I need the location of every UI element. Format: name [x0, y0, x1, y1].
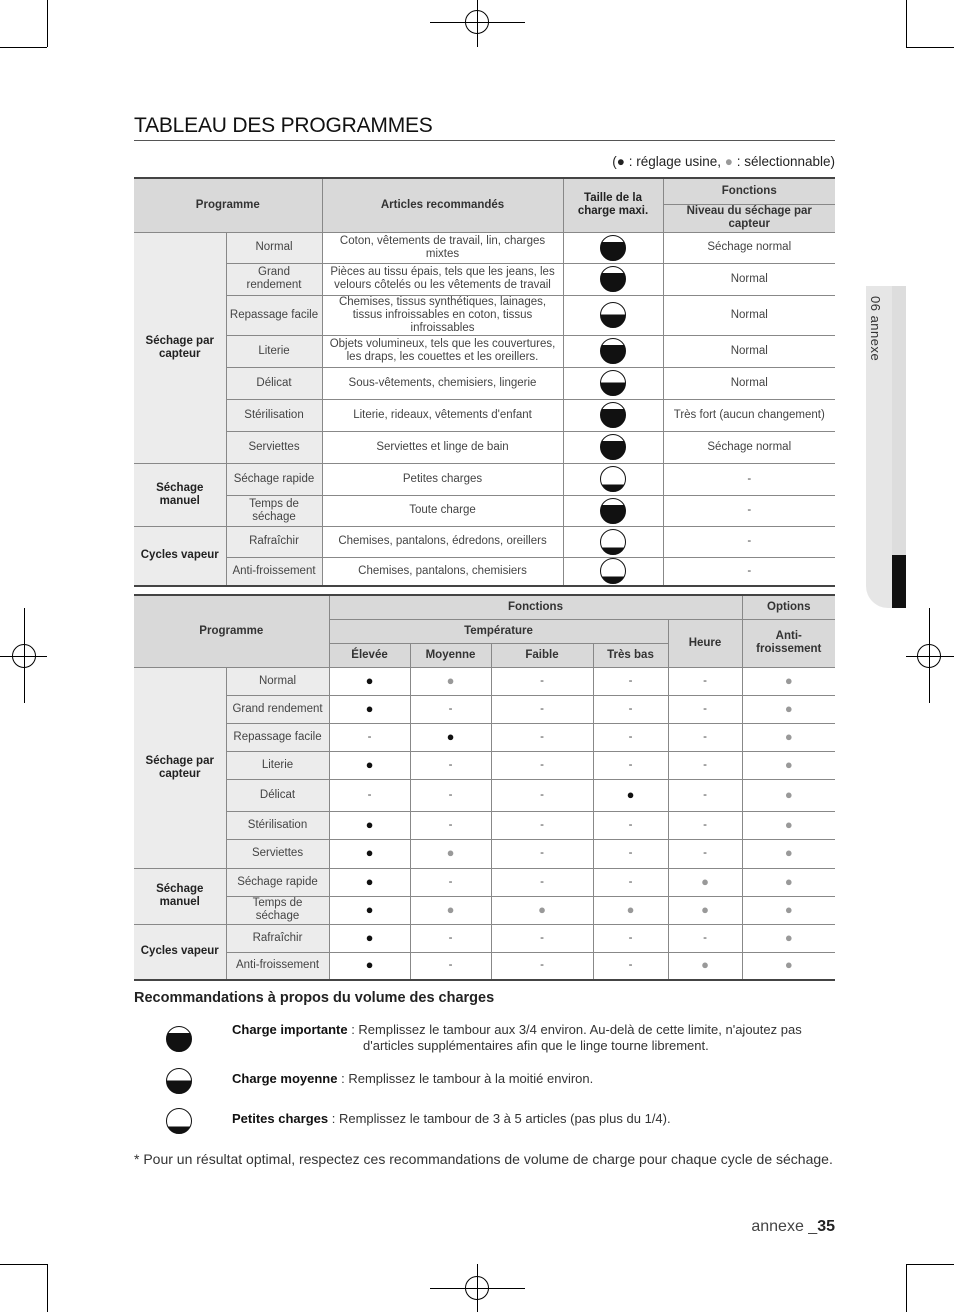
option-cell — [742, 839, 835, 868]
not-available-dash: - — [540, 847, 544, 859]
crop-mark — [47, 0, 48, 47]
level-cell: - — [663, 557, 835, 586]
not-available-dash: - — [540, 875, 544, 888]
level-cell: Normal — [663, 263, 835, 295]
not-available-dash: - — [628, 818, 633, 831]
option-cell — [593, 924, 668, 952]
category-cell: Cycles vapeur — [134, 526, 226, 586]
selectable-dot-icon: ● — [446, 845, 455, 860]
table-row — [134, 263, 835, 295]
load-small-icon — [600, 558, 626, 584]
level-cell: - — [663, 495, 835, 526]
selectable-dot-icon: ● — [784, 845, 793, 860]
program-cell: Temps de séchage — [226, 495, 322, 526]
category-cell: Cycles vapeur — [134, 924, 226, 980]
default-dot-icon: ● — [365, 672, 374, 688]
crop-mark — [906, 1264, 954, 1265]
option-cell — [593, 868, 668, 896]
not-available-dash: - — [628, 847, 633, 859]
default-dot-icon: ● — [446, 728, 455, 744]
option-cell — [329, 924, 410, 952]
recommendation-text — [232, 1111, 671, 1127]
option-cell — [593, 723, 668, 751]
crop-mark — [906, 47, 954, 48]
not-available-dash: - — [703, 730, 707, 743]
default-dot-icon: ● — [365, 700, 374, 716]
program-cell: Literie — [226, 335, 322, 367]
level-cell: Normal — [663, 295, 835, 335]
table-row — [134, 399, 835, 431]
crop-mark — [906, 1264, 907, 1312]
header-heure: Heure — [668, 619, 742, 667]
program-cell: Serviettes — [226, 431, 322, 463]
table-row — [134, 695, 835, 723]
option-cell — [742, 723, 835, 751]
level-cell: - — [663, 526, 835, 557]
load-cell — [563, 526, 663, 557]
program-cell: Normal — [226, 667, 329, 695]
option-cell — [491, 839, 593, 868]
not-available-dash: - — [367, 788, 372, 801]
category-cell: Séchage manuel — [134, 463, 226, 526]
load-cell — [563, 399, 663, 431]
option-cell — [593, 667, 668, 695]
option-cell — [742, 779, 835, 811]
option-cell — [410, 751, 491, 779]
recommendation-label: Charge importante — [232, 1022, 348, 1037]
recommendation-desc-cont: d'articles supplémentaires afin que le linge tourne librement. — [363, 1038, 709, 1053]
table-row — [134, 924, 835, 952]
not-available-dash: - — [703, 788, 707, 801]
legend — [612, 154, 835, 169]
option-cell — [410, 896, 491, 924]
page-footer — [751, 1218, 835, 1236]
header-options: Options — [742, 595, 835, 619]
selectable-dot-icon: ● — [446, 672, 455, 688]
option-cell — [742, 751, 835, 779]
option-cell — [491, 896, 593, 924]
recommendation-label: Charge moyenne — [232, 1071, 338, 1086]
table-row — [134, 896, 835, 924]
load-big-icon — [600, 266, 626, 292]
header-temperature: Température — [329, 619, 668, 643]
not-available-dash: - — [540, 730, 544, 743]
recommendation-label: Petites charges — [232, 1111, 329, 1126]
table-row — [134, 723, 835, 751]
selectable-dot-icon: ● — [784, 700, 793, 716]
option-cell — [410, 839, 491, 868]
option-cell — [491, 952, 593, 980]
default-dot-icon: ● — [365, 957, 374, 973]
option-cell — [410, 779, 491, 811]
selectable-dot-icon: ● — [626, 901, 635, 917]
level-cell: Très fort (aucun changement) — [663, 399, 835, 431]
functions-table — [134, 594, 835, 981]
option-cell — [668, 695, 742, 723]
header-programme: Programme — [134, 178, 322, 232]
load-cell — [563, 295, 663, 335]
option-cell — [593, 751, 668, 779]
program-cell: Literie — [226, 751, 329, 779]
load-mid-icon — [600, 302, 626, 328]
crop-mark — [47, 1264, 48, 1312]
selectable-dot-icon: ● — [784, 816, 793, 832]
table-row — [134, 463, 835, 495]
load-cell — [563, 263, 663, 295]
load-cell — [563, 463, 663, 495]
default-dot-icon: ● — [626, 786, 635, 802]
articles-cell: Toute charge — [322, 495, 563, 526]
option-cell — [410, 952, 491, 980]
load-mid-icon — [166, 1068, 192, 1094]
recommendation-text — [232, 1071, 593, 1087]
header-elevee: Élevée — [329, 643, 410, 667]
option-cell — [742, 896, 835, 924]
not-available-dash: - — [448, 875, 453, 888]
program-cell: Repassage facile — [226, 295, 322, 335]
option-cell — [742, 667, 835, 695]
load-small-icon — [600, 529, 626, 555]
option-cell — [329, 839, 410, 868]
header-moyenne: Moyenne — [410, 643, 491, 667]
not-available-dash: - — [628, 931, 633, 944]
option-cell — [668, 779, 742, 811]
program-cell: Séchage rapide — [226, 463, 322, 495]
registration-mark — [465, 10, 489, 34]
legend-grey-dot-icon: ● — [724, 154, 733, 169]
not-available-dash: - — [448, 818, 453, 831]
selectable-dot-icon: ● — [784, 957, 793, 973]
registration-mark — [12, 644, 36, 668]
option-cell — [329, 868, 410, 896]
option-cell — [593, 839, 668, 868]
selectable-dot-icon: ● — [784, 786, 793, 802]
selectable-dot-icon: ● — [538, 901, 546, 917]
footnote: * Pour un résultat optimal, respectez ces recommandations de volume de charge pour chaque cycle de séchage. — [134, 1151, 833, 1167]
not-available-dash: - — [628, 758, 633, 771]
load-cell — [563, 335, 663, 367]
category-cell: Séchage par capteur — [134, 232, 226, 463]
level-cell: Séchage normal — [663, 232, 835, 263]
category-cell: Séchage par capteur — [134, 667, 226, 868]
table-row — [134, 526, 835, 557]
recommendation-text — [232, 1022, 802, 1054]
option-cell — [491, 695, 593, 723]
selectable-dot-icon: ● — [784, 929, 793, 945]
option-cell — [491, 811, 593, 839]
level-cell: Normal — [663, 367, 835, 399]
recommendation-desc: : Remplissez le tambour aux 3/4 environ. Au-delà de cette limite, n'ajoutez pas — [347, 1022, 802, 1037]
articles-cell: Chemises, pantalons, édredons, oreillers — [322, 526, 563, 557]
option-cell — [742, 695, 835, 723]
option-cell — [491, 779, 593, 811]
crop-mark — [906, 0, 907, 47]
not-available-dash: - — [628, 730, 633, 743]
selectable-dot-icon: ● — [701, 957, 709, 973]
articles-cell: Serviettes et linge de bain — [322, 431, 563, 463]
option-cell — [410, 924, 491, 952]
not-available-dash: - — [703, 847, 707, 859]
option-cell — [668, 839, 742, 868]
option-cell — [410, 868, 491, 896]
selectable-dot-icon: ● — [784, 873, 793, 889]
not-available-dash: - — [703, 931, 707, 944]
option-cell — [668, 667, 742, 695]
program-cell: Séchage rapide — [226, 868, 329, 896]
option-cell — [742, 952, 835, 980]
selectable-dot-icon: ● — [784, 901, 793, 917]
articles-cell: Literie, rideaux, vêtements d'enfant — [322, 399, 563, 431]
articles-cell: Coton, vêtements de travail, lin, charges mixtes — [322, 232, 563, 263]
not-available-dash: - — [703, 702, 707, 715]
program-cell: Anti-froissement — [226, 557, 322, 586]
option-cell — [593, 952, 668, 980]
footer-section: annexe _ — [751, 1218, 818, 1235]
header-taille — [563, 178, 663, 232]
articles-cell: Pièces au tissu épais, tels que les jeans, les velours côtelés ou les vêtements de travail — [322, 263, 563, 295]
not-available-dash: - — [703, 818, 707, 831]
not-available-dash: - — [540, 674, 544, 687]
side-tab-label: 06 annexe — [868, 296, 883, 362]
table-row — [134, 751, 835, 779]
header-niveau: Niveau du séchage par capteur — [663, 204, 835, 232]
program-cell: Rafraîchir — [226, 924, 329, 952]
program-cell: Délicat — [226, 779, 329, 811]
load-cell — [563, 495, 663, 526]
option-cell — [668, 751, 742, 779]
articles-cell: Chemises, pantalons, chemisiers — [322, 557, 563, 586]
program-cell: Grand rendement — [226, 263, 322, 295]
header-programme-2: Programme — [134, 595, 329, 667]
table-row — [134, 779, 835, 811]
not-available-dash: - — [540, 959, 544, 972]
program-cell: Normal — [226, 232, 322, 263]
table-row — [134, 232, 835, 263]
articles-cell: Objets volumineux, tels que les couvertures, les draps, les couettes et les oreillers. — [322, 335, 563, 367]
crop-mark — [0, 47, 47, 48]
option-cell — [742, 868, 835, 896]
program-cell: Repassage facile — [226, 723, 329, 751]
option-cell — [593, 811, 668, 839]
not-available-dash: - — [540, 702, 544, 715]
load-big-icon — [600, 338, 626, 364]
selectable-dot-icon: ● — [784, 728, 793, 744]
option-cell — [491, 667, 593, 695]
page-title: TABLEAU DES PROGRAMMES — [134, 114, 835, 141]
not-available-dash: - — [628, 702, 633, 715]
recommendation-desc: : Remplissez le tambour de 3 à 5 articles (pas plus du 1/4). — [328, 1111, 671, 1126]
table-row — [134, 952, 835, 980]
option-cell — [329, 723, 410, 751]
selectable-dot-icon: ● — [784, 756, 793, 772]
option-cell — [329, 695, 410, 723]
option-cell — [491, 751, 593, 779]
not-available-dash: - — [448, 931, 453, 944]
recommendation-desc: : Remplissez le tambour à la moitié environ. — [337, 1071, 594, 1086]
default-dot-icon: ● — [365, 756, 374, 772]
load-cell — [563, 367, 663, 399]
selectable-dot-icon: ● — [446, 901, 455, 917]
option-cell — [410, 667, 491, 695]
table-row — [134, 868, 835, 896]
selectable-dot-icon: ● — [701, 901, 709, 917]
option-cell — [410, 695, 491, 723]
table-row — [134, 335, 835, 367]
not-available-dash: - — [540, 758, 544, 771]
program-cell: Anti-froissement — [226, 952, 329, 980]
selectable-dot-icon: ● — [784, 672, 793, 688]
option-cell — [491, 723, 593, 751]
crop-mark — [0, 1264, 47, 1265]
side-tab-marker — [892, 555, 906, 608]
legend-paren: ( — [612, 154, 617, 169]
table-row — [134, 431, 835, 463]
not-available-dash: - — [628, 674, 633, 687]
not-available-dash: - — [448, 702, 453, 715]
option-cell — [410, 723, 491, 751]
option-cell — [329, 811, 410, 839]
category-cell: Séchage manuel — [134, 868, 226, 924]
option-cell — [329, 952, 410, 980]
load-big-icon — [600, 402, 626, 428]
program-cell: Délicat — [226, 367, 322, 399]
not-available-dash: - — [628, 959, 633, 972]
table-row — [134, 295, 835, 335]
option-cell — [329, 751, 410, 779]
articles-cell: Petites charges — [322, 463, 563, 495]
not-available-dash: - — [448, 788, 453, 801]
option-cell — [593, 695, 668, 723]
program-cell: Temps de séchage — [226, 896, 329, 924]
option-cell — [491, 924, 593, 952]
default-dot-icon: ● — [365, 816, 374, 832]
option-cell — [593, 896, 668, 924]
option-cell — [491, 868, 593, 896]
option-cell — [668, 952, 742, 980]
table-row — [134, 839, 835, 868]
program-cell: Serviettes — [226, 839, 329, 868]
header-tres-bas: Très bas — [593, 643, 668, 667]
header-fonctions-2: Fonctions — [329, 595, 742, 619]
header-anti-froissement: Anti-froissement — [742, 619, 835, 667]
legend-default-text: : réglage usine, — [624, 154, 725, 169]
option-cell — [668, 723, 742, 751]
legend-black-dot-icon: ● — [616, 154, 625, 169]
level-cell: Normal — [663, 335, 835, 367]
option-cell — [742, 924, 835, 952]
table-row — [134, 557, 835, 586]
program-cell: Stérilisation — [226, 811, 329, 839]
default-dot-icon: ● — [365, 845, 374, 860]
default-dot-icon: ● — [365, 873, 374, 889]
programs-table — [134, 177, 835, 587]
option-cell — [593, 779, 668, 811]
default-dot-icon: ● — [365, 929, 374, 945]
load-cell — [563, 557, 663, 586]
option-cell — [668, 924, 742, 952]
option-cell — [410, 811, 491, 839]
option-cell — [329, 779, 410, 811]
registration-mark — [917, 644, 941, 668]
not-available-dash: - — [448, 959, 453, 972]
option-cell — [668, 896, 742, 924]
level-cell: Séchage normal — [663, 431, 835, 463]
not-available-dash: - — [628, 875, 633, 888]
load-cell — [563, 431, 663, 463]
table-row — [134, 811, 835, 839]
page-number: 35 — [817, 1218, 835, 1235]
not-available-dash: - — [540, 818, 544, 831]
load-big-icon — [600, 235, 626, 261]
selectable-dot-icon: ● — [701, 873, 709, 889]
program-cell: Rafraîchir — [226, 526, 322, 557]
load-small-icon — [600, 466, 626, 492]
load-mid-icon — [600, 370, 626, 396]
recommendations-title: Recommandations à propos du volume des charges — [134, 990, 495, 1006]
registration-mark — [465, 1276, 489, 1300]
not-available-dash: - — [703, 758, 707, 771]
not-available-dash: - — [703, 674, 707, 687]
load-big-icon — [600, 434, 626, 460]
header-articles: Articles recommandés — [322, 178, 563, 232]
program-cell: Stérilisation — [226, 399, 322, 431]
not-available-dash: - — [448, 758, 453, 771]
option-cell — [742, 811, 835, 839]
option-cell — [668, 868, 742, 896]
option-cell — [329, 896, 410, 924]
table-row — [134, 667, 835, 695]
load-cell — [563, 232, 663, 263]
articles-cell: Chemises, tissus synthétiques, lainages, tissus infroissables en coton, tissus infroissables — [322, 295, 563, 335]
not-available-dash: - — [367, 730, 372, 743]
not-available-dash: - — [540, 931, 544, 944]
table-row — [134, 495, 835, 526]
option-cell — [329, 667, 410, 695]
header-taille-text: Taille de la charge maxi. — [577, 192, 649, 218]
level-cell: - — [663, 463, 835, 495]
header-fonctions: Fonctions — [663, 178, 835, 204]
load-big-icon — [600, 498, 626, 524]
option-cell — [668, 811, 742, 839]
header-faible: Faible — [491, 643, 593, 667]
load-small-icon — [166, 1108, 192, 1134]
not-available-dash: - — [540, 788, 544, 801]
program-cell: Grand rendement — [226, 695, 329, 723]
default-dot-icon: ● — [365, 901, 374, 917]
legend-selectable-text: : sélectionnable) — [732, 154, 835, 169]
articles-cell: Sous-vêtements, chemisiers, lingerie — [322, 367, 563, 399]
load-big-icon — [166, 1026, 192, 1052]
table-row — [134, 367, 835, 399]
